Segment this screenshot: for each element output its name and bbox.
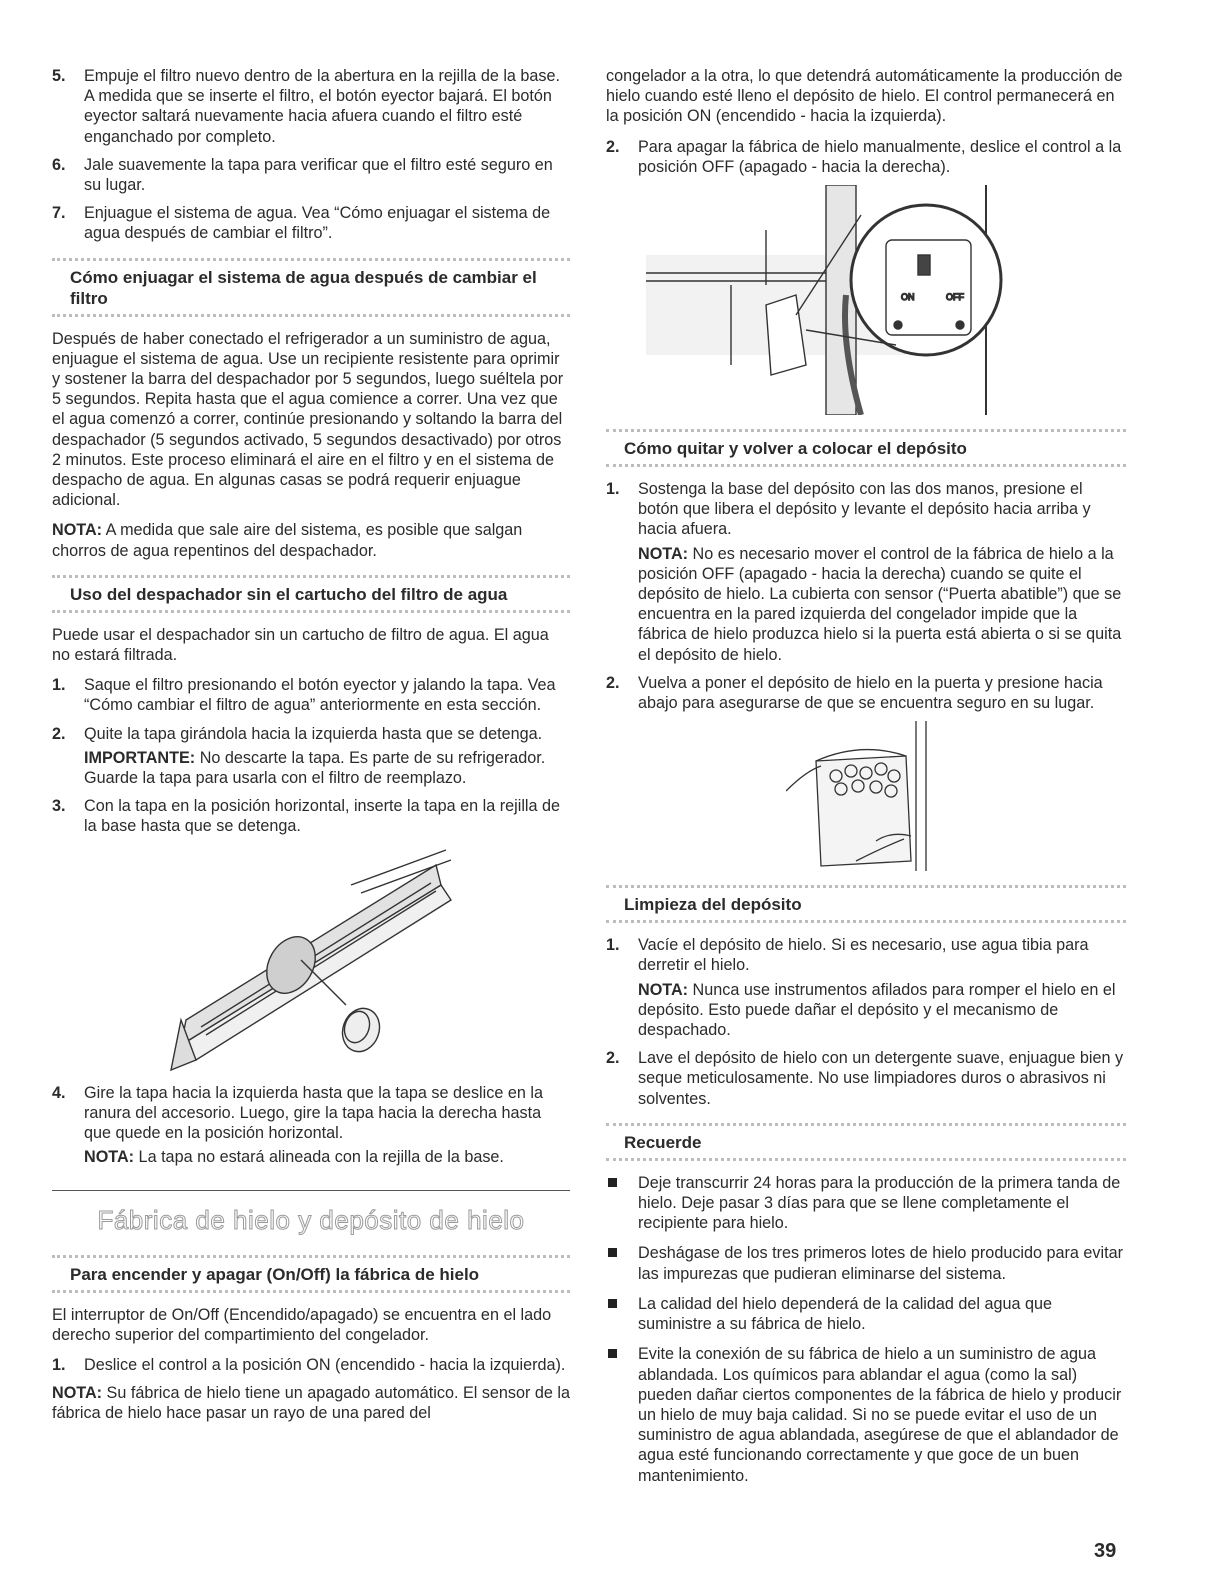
cap-note: NOTA: La tapa no estará alineada con la rejilla de la base. (84, 1148, 504, 1167)
nofilter-heading: Uso del despachador sin el cartucho del filtro de agua (52, 575, 570, 613)
filter-cap-illustration (161, 845, 461, 1075)
onoff-intro: El interruptor de On/Off (Encendido/apagado) se encuentra en el lado derecho superior del compartimiento del congelador. (52, 1305, 552, 1344)
bin-step-2: 2. Vuelva a poner el depósito de hielo en la puerta y presione hacia abajo para asegurarse de que se encuentra seguro en su lugar. (606, 673, 1103, 713)
section-title: Fábrica de hielo y depósito de hielo (52, 1190, 570, 1241)
clean-note: NOTA: Nunca use instrumentos afilados para romper el hielo en el depósito. Esto puede dañar el depósito y el mecanismo de despachado. (638, 980, 1116, 1040)
ice-bin-illustration (786, 721, 946, 871)
icemaker-switch-illustration (646, 185, 1086, 415)
rinse-paragraph: Después de haber conectado el refrigerador a un suministro de agua, enjuague el sistema de agua. Use un recipiente resistente para oprimir y sostener la barra del despachador por 5 segundos, luego suéltela por 5 segundos. Repita hasta que el agua comience a correr. Una vez que el agua comenzó a correr, continúe presionando y soltando la barra del despachador (5 segundos activado, 5 segundos desactivado) por otros 2 minutos. Este proceso eliminará el aire en el filtro y en el sistema de despacho de agua. En algunas casas se podrá requerir enjuague adicional. (52, 329, 564, 510)
step-6: 6. Jale suavemente la tapa para verificar que el filtro esté seguro en su lugar. (52, 155, 553, 195)
remember-heading: Recuerde (606, 1123, 1126, 1161)
onoff-note: NOTA: Su fábrica de hielo tiene un apagado automático. El sensor de la fábrica de hielo hace pasar un rayo de una pared del (52, 1384, 571, 1423)
bin-heading: Cómo quitar y volver a colocar el depósito (606, 429, 1126, 467)
left-column (52, 66, 570, 1434)
onoff-continued: congelador a la otra, lo que detendrá automáticamente la producción de hielo cuando esté lleno el depósito de hielo. El control permanecerá en la posición ON (encendido - hacia la izquierda). (606, 67, 1123, 126)
remember-bullet-4: Evite la conexión de su fábrica de hielo a un suministro de agua ablandada. Los químicos para ablandar el agua (como la sal) pueden dañar ciertos componentes de la fábrica de hielo y producir un hielo de muy baja calidad. Si no se puede evitar el uso de un suministro de agua ablandada, asegúrese de que el ablandador de agua esté funcionando correctamente y que goce de un buen mantenimiento. (606, 1344, 1126, 1485)
important-note: IMPORTANTE: No descarte la tapa. Es parte de su refrigerador. Guarde la tapa para usarla con el filtro de reemplazo. (84, 748, 546, 788)
step-7: 7. Enjuague el sistema de agua. Vea “Cómo enjuagar el sistema de agua después de cambiar el filtro”. (52, 204, 551, 243)
nofilter-step-2: 2. Quite la tapa girándola hacia la izquierda hasta que se detenga. IMPORTANTE: No descarte la tapa. Es parte de su refrigerador. Guarde la tapa para usarla con el filtro de reemplazo. (52, 724, 570, 789)
clean-step-2: 2. Lave el depósito de hielo con un detergente suave, enjuague bien y seque meticulosamente. No use limpiadores duros o abrasivos ni solventes. (606, 1049, 1124, 1108)
fig-on-label: ON (901, 292, 915, 303)
onoff-step-2: 2. Para apagar la fábrica de hielo manualmente, deslice el control a la posición OFF (apagado - hacia la derecha). (606, 137, 1122, 176)
onoff-step-1: 1. Deslice el control a la posición ON (encendido - hacia la izquierda). (52, 1355, 566, 1374)
bin-step-1: 1. Sostenga la base del depósito con las dos manos, presione el botón que libera el depósito y levante el depósito hacia arriba y hacia afuera. NOTA: No es necesario mover el control de la fábrica de hielo a la posición OFF (apagado - hacia la derecha) cuando se quite el depósito de hielo. La cubierta con sensor (“Puerta abatible”) que se encuentra en la pared izquierda del congelador impide que la fábrica de hielo produzca hielo si la puerta está abierta o si se quita el depósito de hielo. (606, 479, 1126, 665)
clean-heading: Limpieza del depósito (606, 885, 1126, 923)
nofilter-step-3: 3. Con la tapa en la posición horizontal, inserte la tapa en la rejilla de la base hasta que se detenga. (52, 797, 561, 836)
rinse-heading: Cómo enjuagar el sistema de agua después de cambiar el filtro (52, 258, 570, 317)
nofilter-intro: Puede usar el despachador sin un cartucho de filtro de agua. El agua no estará filtrada. (52, 625, 549, 665)
right-column (606, 66, 1126, 1496)
onoff-heading: Para encender y apagar (On/Off) la fábrica de hielo (52, 1255, 570, 1293)
nofilter-step-4: 4. Gire la tapa hacia la izquierda hasta que la tapa se deslice en la ranura del accesorio. Luego, gire la tapa hacia la derecha hasta que quede en la posición horizontal. NOTA: La tapa no estará alineada con la rejilla de la base. (52, 1083, 570, 1168)
clean-step-1: 1. Vacíe el depósito de hielo. Si es necesario, use agua tibia para derretir el hielo. NOTA: Nunca use instrumentos afilados para romper el hielo en el depósito. Esto puede dañar el depósito y el mecanismo de despachado. (606, 935, 1126, 1040)
remember-bullet-1: Deje transcurrir 24 horas para la producción de la primera tanda de hielo. Deje pasar 3 días para que se llene completamente el recipiente para hielo. (606, 1173, 1126, 1234)
step-5: 5. Empuje el filtro nuevo dentro de la abertura en la rejilla de la base. A medida que se inserte el filtro, el botón eyector bajará. El botón eyector saltará nuevamente hacia afuera cuando el filtro esté enganchado por completo. (52, 67, 561, 146)
page-number: 39 (1094, 1540, 1117, 1562)
remember-bullet-3: La calidad del hielo dependerá de la calidad del agua que suministre a su fábrica de hielo. (606, 1294, 1126, 1334)
language-side-tab (1143, 820, 1183, 1060)
fig-off-label: OFF (946, 292, 964, 303)
remember-bullet-2: Deshágase de los tres primeros lotes de hielo producido para evitar las impurezas que pudieran eliminarse del sistema. (606, 1243, 1126, 1283)
rinse-note: NOTA: A medida que sale aire del sistema, es posible que salgan chorros de agua repentinos del despachador. (52, 521, 523, 560)
nofilter-step-1: 1. Saque el filtro presionando el botón eyector y jalando la tapa. Vea “Cómo cambiar el filtro de agua” anteriormente en esta sección. (52, 676, 556, 715)
bin-note: NOTA: No es necesario mover el control de la fábrica de hielo a la posición OFF (apagado - hacia la derecha) cuando se quite el depósito de hielo. La cubierta con sensor (“Puerta abatible”) que se encuentra en la pared izquierda del congelador impide que la fábrica de hielo produzca hielo si la puerta está abierta o si se quita el depósito de hielo. (638, 544, 1122, 664)
